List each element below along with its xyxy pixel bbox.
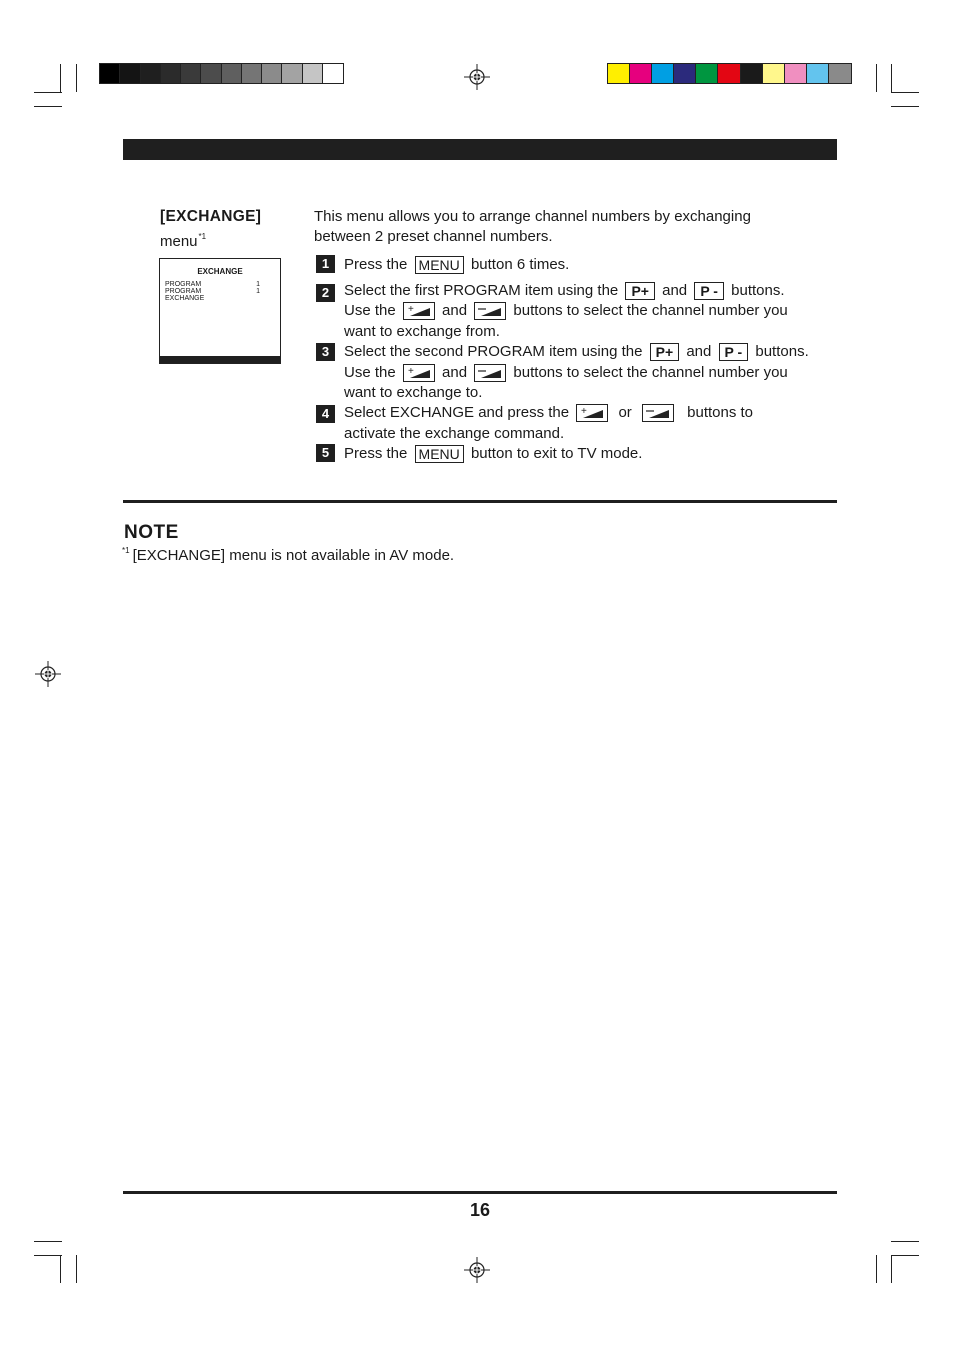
step-4-line-1 bbox=[344, 403, 753, 423]
p-plus-button-key: P+ bbox=[650, 343, 680, 361]
step-2-line-3: want to exchange from. bbox=[344, 323, 500, 340]
step-text: Select the first PROGRAM item using the bbox=[344, 282, 619, 300]
osd-footer-bar bbox=[160, 356, 280, 363]
p-minus-button-key: P - bbox=[719, 343, 749, 361]
step-text: buttons. bbox=[731, 282, 785, 300]
gray-swatch bbox=[242, 64, 262, 83]
color-swatch bbox=[652, 64, 674, 83]
crop-mark bbox=[876, 1255, 877, 1283]
osd-row-label: EXCHANGE bbox=[165, 295, 205, 302]
crop-mark bbox=[34, 92, 62, 93]
osd-row-value: 1 bbox=[256, 281, 260, 288]
note-text bbox=[122, 546, 454, 564]
registration-mark-icon bbox=[464, 64, 490, 90]
gray-swatch bbox=[100, 64, 120, 83]
step-5-line bbox=[344, 444, 642, 464]
volume-up-button-icon bbox=[403, 364, 435, 382]
gray-swatch bbox=[323, 64, 343, 83]
note-body: [EXCHANGE] menu is not available in AV mode. bbox=[132, 547, 455, 564]
volume-down-button-icon bbox=[474, 302, 506, 320]
svg-text:+: + bbox=[407, 304, 414, 316]
step-3-line-1 bbox=[344, 342, 809, 362]
color-swatch bbox=[829, 64, 851, 83]
crop-mark bbox=[76, 1255, 77, 1283]
menu-word: menu bbox=[160, 233, 198, 250]
step-3-line-2 bbox=[344, 363, 788, 383]
color-swatch bbox=[785, 64, 807, 83]
gray-swatch bbox=[120, 64, 140, 83]
footer-divider bbox=[123, 1191, 837, 1194]
osd-title: EXCHANGE bbox=[197, 267, 243, 276]
gray-swatch bbox=[303, 64, 323, 83]
color-swatch bbox=[807, 64, 829, 83]
crop-mark bbox=[60, 1255, 61, 1283]
gray-swatch bbox=[141, 64, 161, 83]
crop-mark bbox=[34, 1255, 62, 1256]
crop-mark bbox=[76, 64, 77, 92]
color-swatch bbox=[763, 64, 785, 83]
step-text: Select the second PROGRAM item using the bbox=[344, 343, 643, 361]
step-3-line-3: want to exchange to. bbox=[344, 384, 483, 401]
osd-row-label: PROGRAM bbox=[165, 288, 202, 295]
gray-swatch bbox=[222, 64, 242, 83]
step-text: and bbox=[442, 364, 468, 382]
footnote-mark: *1 bbox=[122, 546, 130, 555]
note-title: NOTE bbox=[124, 522, 179, 543]
color-swatch bbox=[630, 64, 652, 83]
intro-text: This menu allows you to arrange channel numbers by exchanging between 2 preset channel numbers. bbox=[314, 208, 751, 245]
color-swatch bbox=[608, 64, 630, 83]
crop-mark bbox=[891, 64, 892, 92]
crop-mark bbox=[891, 92, 919, 93]
volume-down-button-icon bbox=[642, 404, 674, 422]
step-text: Select EXCHANGE and press the bbox=[344, 404, 570, 422]
crop-mark bbox=[891, 1255, 919, 1256]
step-text: buttons. bbox=[755, 343, 809, 361]
osd-row-label: PROGRAM bbox=[165, 281, 202, 288]
step-text: buttons to bbox=[687, 404, 754, 422]
p-minus-button-key: P - bbox=[694, 282, 724, 300]
step-1-line bbox=[344, 255, 569, 275]
osd-exchange-menu bbox=[159, 258, 281, 364]
section-divider bbox=[123, 500, 837, 503]
step-number: 1 bbox=[316, 255, 335, 273]
step-text: or bbox=[618, 404, 632, 422]
menu-caption bbox=[160, 232, 206, 250]
crop-mark bbox=[34, 1241, 62, 1242]
gray-swatch bbox=[262, 64, 282, 83]
gray-swatch bbox=[181, 64, 201, 83]
footnote-mark: *1 bbox=[198, 232, 207, 241]
step-number: 2 bbox=[316, 284, 335, 302]
step-text: Use the bbox=[344, 364, 396, 382]
step-number: 3 bbox=[316, 343, 335, 361]
step-text: buttons to select the channel number you bbox=[513, 302, 788, 320]
volume-down-button-icon bbox=[474, 364, 506, 382]
step-text: and bbox=[662, 282, 688, 300]
color-swatch bbox=[674, 64, 696, 83]
menu-button-key: MENU bbox=[415, 445, 464, 463]
color-calibration-bar bbox=[607, 63, 852, 84]
step-text: button 6 times. bbox=[470, 256, 570, 274]
crop-mark bbox=[891, 1255, 892, 1283]
registration-mark-icon bbox=[464, 1257, 490, 1283]
crop-mark bbox=[876, 64, 877, 92]
osd-row bbox=[165, 281, 260, 288]
crop-mark bbox=[891, 106, 919, 107]
page-number: 16 bbox=[469, 1200, 491, 1220]
crop-mark bbox=[34, 106, 62, 107]
step-text: and bbox=[442, 302, 468, 320]
step-number: 4 bbox=[316, 405, 335, 423]
step-number: 5 bbox=[316, 444, 335, 462]
color-swatch bbox=[741, 64, 763, 83]
crop-mark bbox=[60, 64, 61, 92]
step-text: Press the bbox=[344, 256, 408, 274]
step-2-line-2 bbox=[344, 301, 788, 321]
osd-row bbox=[165, 295, 260, 302]
volume-up-button-icon bbox=[576, 404, 608, 422]
volume-up-button-icon bbox=[403, 302, 435, 320]
color-swatch bbox=[696, 64, 718, 83]
step-text: and bbox=[686, 343, 712, 361]
crop-mark bbox=[891, 1241, 919, 1242]
color-swatch bbox=[718, 64, 740, 83]
gray-swatch bbox=[282, 64, 302, 83]
step-text: button to exit to TV mode. bbox=[470, 445, 643, 463]
gray-swatch bbox=[201, 64, 221, 83]
gray-swatch bbox=[161, 64, 181, 83]
section-title: [EXCHANGE] bbox=[160, 208, 262, 225]
grayscale-calibration-bar bbox=[99, 63, 344, 84]
step-2-line-1 bbox=[344, 281, 785, 301]
menu-button-key: MENU bbox=[415, 256, 464, 274]
step-4-line-2: activate the exchange command. bbox=[344, 425, 565, 442]
step-text: buttons to select the channel number you bbox=[513, 364, 788, 382]
osd-row bbox=[165, 288, 260, 295]
step-text: Use the bbox=[344, 302, 396, 320]
svg-text:+: + bbox=[581, 406, 588, 418]
step-text: Press the bbox=[344, 445, 408, 463]
svg-text:+: + bbox=[407, 366, 414, 378]
registration-mark-icon bbox=[35, 661, 61, 687]
osd-row-value: 1 bbox=[256, 288, 260, 295]
p-plus-button-key: P+ bbox=[625, 282, 655, 300]
header-band bbox=[123, 139, 837, 160]
